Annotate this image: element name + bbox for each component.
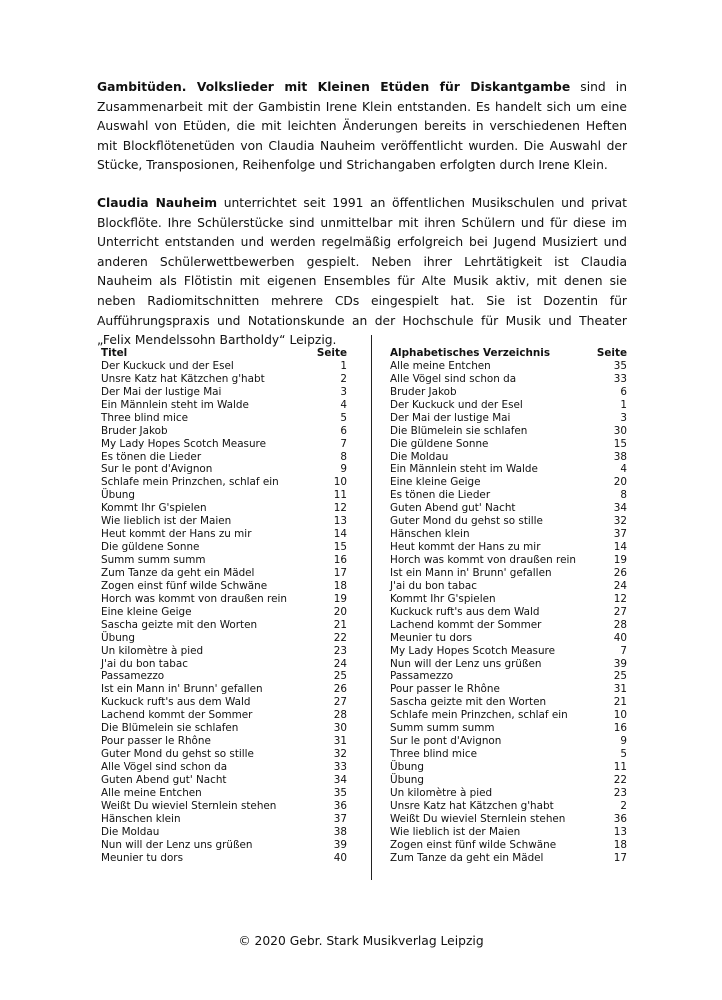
index-row-title: Passamezzo [390,670,454,683]
toc-row-page: 26 [333,683,347,696]
toc-row [101,399,347,412]
toc-row [101,386,347,399]
toc-row-title: Passamezzo [101,670,165,683]
index-row-page: 26 [613,566,627,579]
toc-row-title: Lachend kommt der Sommer [101,709,253,722]
index-row [390,645,627,658]
index-row [390,761,627,774]
toc-row-title: Bruder Jakob [101,424,168,437]
index-row [390,412,627,425]
index-row [390,451,627,464]
toc-row-title: Un kilomètre à pied [101,644,204,657]
toc-row-page: 40 [333,851,347,864]
index-row-title: Übung [390,761,424,773]
index-row-page: 25 [613,670,627,683]
toc-row-page: 6 [340,424,347,437]
index-row [390,774,627,787]
toc-row-page: 19 [333,592,347,605]
index-row [390,839,627,852]
toc-row-page: 14 [333,528,347,541]
index-row [390,787,627,800]
intro-text: sind in Zusammenarbeit mit der Gambistin Irene Klein entstanden. Es handelt sich um eine Auswahl von Etüden, die mit leichten Änderungen bereits in verschiedenen Heften mit Blockflötenetüden von Claudia Nauheim veröffentlicht wurden. Die Auswahl der Stücke, Transposionen, Reihenfolge und Strichangaben erfolgten durch Irene Klein. [97,80,628,173]
index-row-page: 38 [613,450,627,463]
index-row [390,438,627,451]
index-row-title: Schlafe mein Prinzchen, schlaf ein [390,709,568,722]
index-row-page: 32 [613,515,627,528]
bio-name: Claudia Nauheim [97,196,218,210]
toc-row-title: J'ai du bon tabac [101,657,188,670]
index-row [390,632,627,645]
index-row-page: 6 [620,385,627,398]
index-row [390,670,627,683]
toc-row [101,748,347,761]
index-row-page: 17 [613,851,627,864]
index-row-title: Ein Männlein steht im Walde [390,463,538,476]
toc-row-title: Kuckuck ruft's aus dem Wald [101,696,251,709]
index-row-title: Sascha geizte mit den Worten [390,696,547,709]
toc-row [101,813,347,826]
toc-row-page: 3 [340,385,347,398]
toc-row-page: 28 [333,709,347,722]
index-row [390,463,627,476]
toc-row-title: Die güldene Sonne [101,541,200,554]
toc-row [101,528,347,541]
toc-row-page: 24 [333,657,347,670]
toc-row-title: Eine kleine Geige [101,605,192,618]
index-row [390,593,627,606]
toc-row-title: Zum Tanze da geht ein Mädel [101,566,255,579]
index-row-page: 11 [613,761,627,773]
index-row-page: 34 [613,502,627,515]
toc-row-title: Summ summ summ [101,554,206,566]
toc-row-page: 37 [333,812,347,825]
toc-row-title: Pour passer le Rhône [101,735,211,748]
toc-row-title: Die Moldau [101,825,160,838]
toc-row-page: 18 [333,579,347,592]
index-row [390,489,627,502]
toc-row [101,489,347,502]
toc-row [101,722,347,735]
toc-row-title: Sur le pont d'Avignon [101,463,213,476]
index-row-title: Bruder Jakob [390,385,457,398]
index-row-page: 37 [613,528,627,541]
toc-row-page: 33 [333,761,347,773]
toc-row [101,412,347,425]
index-row-title: Übung [390,773,424,786]
index-row-title: Zogen einst fünf wilde Schwäne [390,838,557,851]
toc-header [101,347,347,360]
toc-row-title: Der Kuckuck und der Esel [101,359,234,372]
index-row-title: My Lady Hopes Scotch Measure [390,644,555,657]
index-row [390,696,627,709]
index-row [390,658,627,671]
index-row-title: Kommt Ihr G'spielen [390,592,496,605]
index-row-title: Die Blümelein sie schlafen [390,424,528,437]
index-row-page: 36 [613,812,627,825]
toc-row-page: 9 [340,463,347,476]
toc-row-page: 35 [333,786,347,799]
toc-row-title: Übung [101,631,135,644]
index-row-page: 5 [620,748,627,761]
intro-paragraph [97,78,627,176]
toc-row-title: Alle meine Entchen [101,786,202,799]
toc-row [101,476,347,489]
index-row-page: 20 [613,476,627,489]
toc-row-title: Hänschen klein [101,812,181,825]
toc-row-title: Es tönen die Lieder [101,450,202,463]
toc-row-title: Three blind mice [101,411,189,424]
index-row [390,515,627,528]
toc-row [101,683,347,696]
toc-row-title: Sascha geizte mit den Worten [101,618,258,631]
index-row-page: 35 [613,359,627,372]
toc-row-page: 10 [333,476,347,489]
bio-text: unterrichtet seit 1991 an öffentlichen Musikschulen und privat Blockflöte. Ihre Schülerstücke sind unmittelbar mit ihren Schülern und für diese im Unterricht entstanden und werden regelmäßig erfolgreich bei Jugend Musiziert und anderen Schülerwettbewerben gespielt. Neben ihrer Lehrtätigkeit ist Claudia Nauheim als Flötistin mit eigenen Ensembles für Alte Musik aktiv, mit denen sie neben Radiomitschnitten mehrere CDs eingespielt hat. Sie ist Dozentin für Aufführungspraxis und Notationskunde an der Hochschule für Musik und Theater „Felix Mendelssohn Bartholdy“ Leipzig. [97,196,628,348]
index-row [390,709,627,722]
index-row-title: Un kilomètre à pied [390,786,493,799]
index-row-page: 16 [613,722,627,735]
toc-row [101,580,347,593]
index-row-title: Der Kuckuck und der Esel [390,398,523,411]
index-row-title: Nun will der Lenz uns grüßen [390,657,542,670]
toc-row-title: Ein Männlein steht im Walde [101,398,249,411]
index-row-title: Pour passer le Rhône [390,683,500,696]
index-row-page: 30 [613,424,627,437]
toc-row-page: 20 [333,605,347,618]
toc-row-page: 17 [333,566,347,579]
toc-row [101,709,347,722]
toc-row-title: Zogen einst fünf wilde Schwäne [101,579,268,592]
toc-row-page: 13 [333,515,347,528]
index-title-header: Alphabetisches Verzeichnis [390,347,551,359]
toc-row-title: Der Mai der lustige Mai [101,385,222,398]
intro-title: Gambitüden. Volkslieder mit Kleinen Etüden für Diskantgambe [97,80,571,94]
index-row-page: 3 [620,411,627,424]
toc-row [101,735,347,748]
toc-row [101,502,347,515]
index-row-page: 22 [613,773,627,786]
index-row-title: Guten Abend gut' Nacht [390,502,516,515]
index-row-title: J'ai du bon tabac [390,579,477,592]
toc-row [101,373,347,386]
index-row-title: Alle meine Entchen [390,359,491,372]
index-row-page: 33 [613,372,627,385]
index-row [390,580,627,593]
index-row-title: Horch was kommt von draußen rein [390,554,576,566]
toc-row [101,852,347,865]
index-row-title: Lachend kommt der Sommer [390,618,542,631]
index-row [390,619,627,632]
index-row-title: Unsre Katz hat Kätzchen g'habt [390,799,554,812]
toc-row [101,554,347,567]
index-row [390,735,627,748]
toc-row-page: 2 [340,372,347,385]
toc-row-page: 1 [340,359,347,372]
index-row-title: Sur le pont d'Avignon [390,735,502,748]
toc-row-title: Die Blümelein sie schlafen [101,722,239,735]
toc-row-page: 30 [333,722,347,735]
toc-row-title: Horch was kommt von draußen rein [101,592,287,605]
toc-row-title: Guter Mond du gehst so stille [101,748,254,761]
toc-row [101,696,347,709]
index-row [390,748,627,761]
index-row [390,554,627,567]
index-row [390,360,627,373]
index-row [390,722,627,735]
index-row [390,528,627,541]
toc-row-title: Heut kommt der Hans zu mir [101,528,252,541]
toc-row-title: Ist ein Mann in' Brunn' gefallen [101,683,263,696]
toc-row [101,463,347,476]
toc-row-title: Übung [101,489,135,502]
index-rows [390,360,627,865]
index-row-title: Guter Mond du gehst so stille [390,515,543,528]
index-header [390,347,627,360]
index-row-title: Weißt Du wieviel Sternlein stehen [390,812,566,825]
toc-row-page: 25 [333,670,347,683]
toc-row [101,670,347,683]
index-row [390,852,627,865]
toc-row [101,593,347,606]
index-row-page: 28 [613,618,627,631]
bio-paragraph [97,194,627,351]
toc-row [101,787,347,800]
index-row-title: Meunier tu dors [390,631,472,644]
toc-row-page: 15 [333,541,347,554]
index-row-page: 1 [620,398,627,411]
index-row-title: Kuckuck ruft's aus dem Wald [390,605,540,618]
toc-row [101,606,347,619]
toc-row-page: 32 [333,748,347,761]
toc-row-page: 11 [333,489,347,502]
toc-row-page: 7 [340,437,347,450]
index-row-page: 39 [613,657,627,670]
toc-row [101,800,347,813]
index-row-page: 23 [613,786,627,799]
toc-row-title: Guten Abend gut' Nacht [101,773,227,786]
toc-row-page: 23 [333,644,347,657]
toc-row-title: Meunier tu dors [101,851,183,864]
index-row-page: 27 [613,605,627,618]
toc-row-title: Alle Vögel sind schon da [101,761,228,773]
index-row-title: Es tönen die Lieder [390,489,491,502]
toc-row [101,826,347,839]
index-row-page: 12 [613,592,627,605]
toc-row [101,658,347,671]
index-row-page: 13 [613,825,627,838]
index-row-page: 10 [613,709,627,722]
index-row [390,800,627,813]
index-row [390,567,627,580]
toc-row-title: Unsre Katz hat Kätzchen g'habt [101,372,265,385]
toc-row-page: 34 [333,773,347,786]
toc-row-page: 31 [333,735,347,748]
index-row [390,826,627,839]
toc-row-page: 4 [340,398,347,411]
index-row-title: Die güldene Sonne [390,437,489,450]
index-row-page: 4 [620,463,627,476]
toc-row [101,839,347,852]
toc-row [101,515,347,528]
index-row-page: 24 [613,579,627,592]
index-row-page: 19 [613,554,627,566]
index-row-page: 8 [620,489,627,502]
copyright-footer: © 2020 Gebr. Stark Musikverlag Leipzig [238,934,484,948]
toc-row [101,619,347,632]
index-page-header: Seite [596,347,627,359]
toc-row [101,425,347,438]
toc-row-title: Schlafe mein Prinzchen, schlaf ein [101,476,279,489]
index-row-title: Ist ein Mann in' Brunn' gefallen [390,566,552,579]
index-row-title: Heut kommt der Hans zu mir [390,541,541,554]
toc-row-title: My Lady Hopes Scotch Measure [101,437,266,450]
toc-row-page: 36 [333,799,347,812]
toc-rows [101,360,347,865]
index-row [390,606,627,619]
index-row-page: 18 [613,838,627,851]
toc-row [101,632,347,645]
index-row-title: Summ summ summ [390,722,495,735]
index-row-title: Zum Tanze da geht ein Mädel [390,851,544,864]
index-row-title: Three blind mice [390,748,478,761]
index-row [390,386,627,399]
toc-title-header: Titel [101,347,128,359]
index-row-title: Alle Vögel sind schon da [390,372,517,385]
toc-row-title: Kommt Ihr G'spielen [101,502,207,515]
index-row-title: Hänschen klein [390,528,470,541]
toc-page-header: Seite [316,347,347,359]
index-row [390,683,627,696]
index-column [390,347,627,865]
index-row-title: Die Moldau [390,450,449,463]
toc-row-page: 8 [340,450,347,463]
toc-row [101,567,347,580]
index-row-title: Der Mai der lustige Mai [390,411,511,424]
index-row [390,425,627,438]
toc-column [101,347,347,865]
index-row [390,541,627,554]
index-row-page: 7 [620,644,627,657]
toc-row [101,774,347,787]
toc-row [101,360,347,373]
toc-row-title: Nun will der Lenz uns grüßen [101,838,253,851]
toc-row-title: Wie lieblich ist der Maien [101,515,232,528]
column-divider [371,335,372,880]
index-row-page: 15 [613,437,627,450]
index-row-page: 31 [613,683,627,696]
toc-row-page: 27 [333,696,347,709]
toc-row-title: Weißt Du wieviel Sternlein stehen [101,799,277,812]
toc-row [101,451,347,464]
index-row-page: 14 [613,541,627,554]
toc-row-page: 21 [333,618,347,631]
index-row-page: 9 [620,735,627,748]
index-row-title: Wie lieblich ist der Maien [390,825,521,838]
toc-row-page: 22 [333,631,347,644]
index-row [390,502,627,515]
index-row-page: 21 [613,696,627,709]
toc-row [101,645,347,658]
index-row [390,373,627,386]
toc-row-page: 12 [333,502,347,515]
index-row-page: 2 [620,799,627,812]
index-row-title: Eine kleine Geige [390,476,481,489]
toc-row-page: 38 [333,825,347,838]
index-row [390,813,627,826]
index-row [390,399,627,412]
toc-row-page: 39 [333,838,347,851]
toc-row [101,541,347,554]
toc-row-page: 5 [340,411,347,424]
toc-row [101,438,347,451]
index-row-page: 40 [613,631,627,644]
toc-row-page: 16 [333,554,347,566]
toc-row [101,761,347,774]
index-row [390,476,627,489]
